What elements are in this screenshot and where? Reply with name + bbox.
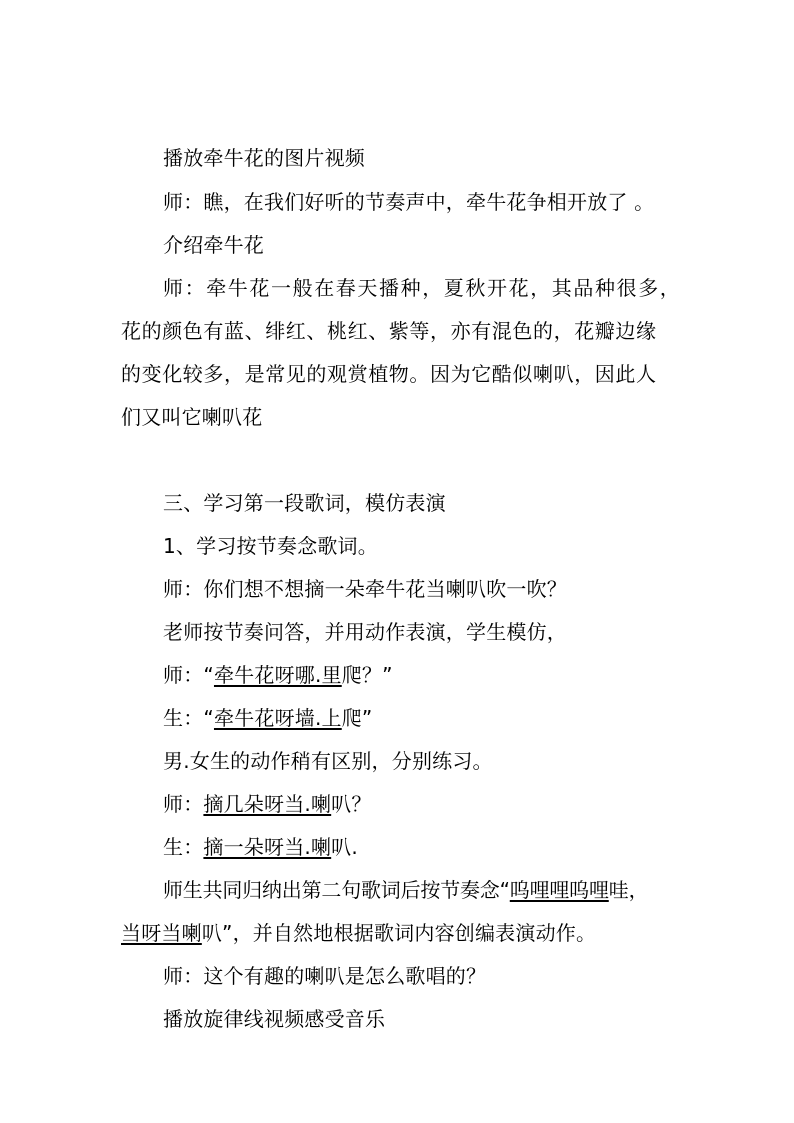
- dialogue-suffix: 爬？”: [341, 663, 393, 687]
- summary-suffix: 哇，: [608, 878, 649, 902]
- dialogue-suffix: 叭？: [331, 792, 372, 816]
- summary-prefix: 师生共同归纳出第二句歌词后按节奏念“: [163, 878, 510, 902]
- paragraph-play-melody-video: 播放旋律线视频感受音乐: [163, 1007, 386, 1031]
- paragraph-intro-line-1: 师：牵牛花一般在春天播种，夏秋开花，其品种很多，: [163, 276, 682, 300]
- subsection-heading-1: 1、学习按节奏念歌词。: [163, 534, 378, 558]
- summary-rest: 叭”，并自然地根据歌词内容创编表演动作。: [201, 921, 597, 945]
- paragraph-summary-line-1: [163, 877, 648, 903]
- paragraph-teacher-how-sing: 师：这个有趣的喇叭是怎么歌唱的？: [163, 964, 487, 988]
- underlined-lyric: 牵牛花呀哪.里: [213, 663, 342, 687]
- dialogue-teacher-pick: [163, 791, 372, 817]
- paragraph-teacher-question: 师：你们想不想摘一朵牵牛花当喇叭吹一吹？: [163, 577, 567, 601]
- underlined-lyric: 呜哩哩呜哩: [509, 878, 609, 902]
- paragraph-play-image-video: 播放牵牛花的图片视频: [163, 146, 365, 170]
- paragraph-teacher-look: 师：瞧，在我们好听的节奏声中，牵牛花争相开放了 。: [163, 190, 655, 214]
- paragraph-teacher-rhythm: 老师按节奏问答，并用动作表演，学生模仿，: [163, 620, 567, 644]
- dialogue-teacher-where: [163, 662, 393, 688]
- dialogue-suffix: 爬”: [341, 706, 373, 730]
- paragraph-boys-girls-practice: 男.女生的动作稍有区别，分别练习。: [163, 749, 493, 773]
- dialogue-prefix: 师：: [163, 792, 204, 816]
- dialogue-student-wall: [163, 705, 373, 731]
- dialogue-prefix: 师：“: [163, 663, 214, 687]
- underlined-lyric: 当呀当喇: [121, 921, 202, 945]
- underlined-lyric: 摘几朵呀当.喇: [203, 792, 332, 816]
- dialogue-prefix: 生：: [163, 835, 204, 859]
- dialogue-prefix: 生：“: [163, 706, 214, 730]
- underlined-lyric: 摘一朵呀当.喇: [203, 835, 332, 859]
- paragraph-introduce-morning-glory: 介绍牵牛花: [163, 233, 264, 257]
- paragraph-intro-line-3: 的变化较多，是常见的观赏植物。因为它酷似喇叭，因此人: [121, 362, 657, 386]
- paragraph-intro-line-2: 花的颜色有蓝、绯红、桃红、紫等，亦有混色的，花瓣边缘: [121, 319, 657, 343]
- paragraph-summary-line-2: [121, 920, 596, 946]
- paragraph-intro-line-4: 们又叫它喇叭花: [121, 405, 263, 429]
- dialogue-student-pick: [163, 834, 358, 860]
- dialogue-suffix: 叭.: [331, 835, 358, 859]
- section-heading-3: 三、学习第一段歌词，模仿表演: [163, 491, 446, 515]
- underlined-lyric: 牵牛花呀墙.上: [213, 706, 342, 730]
